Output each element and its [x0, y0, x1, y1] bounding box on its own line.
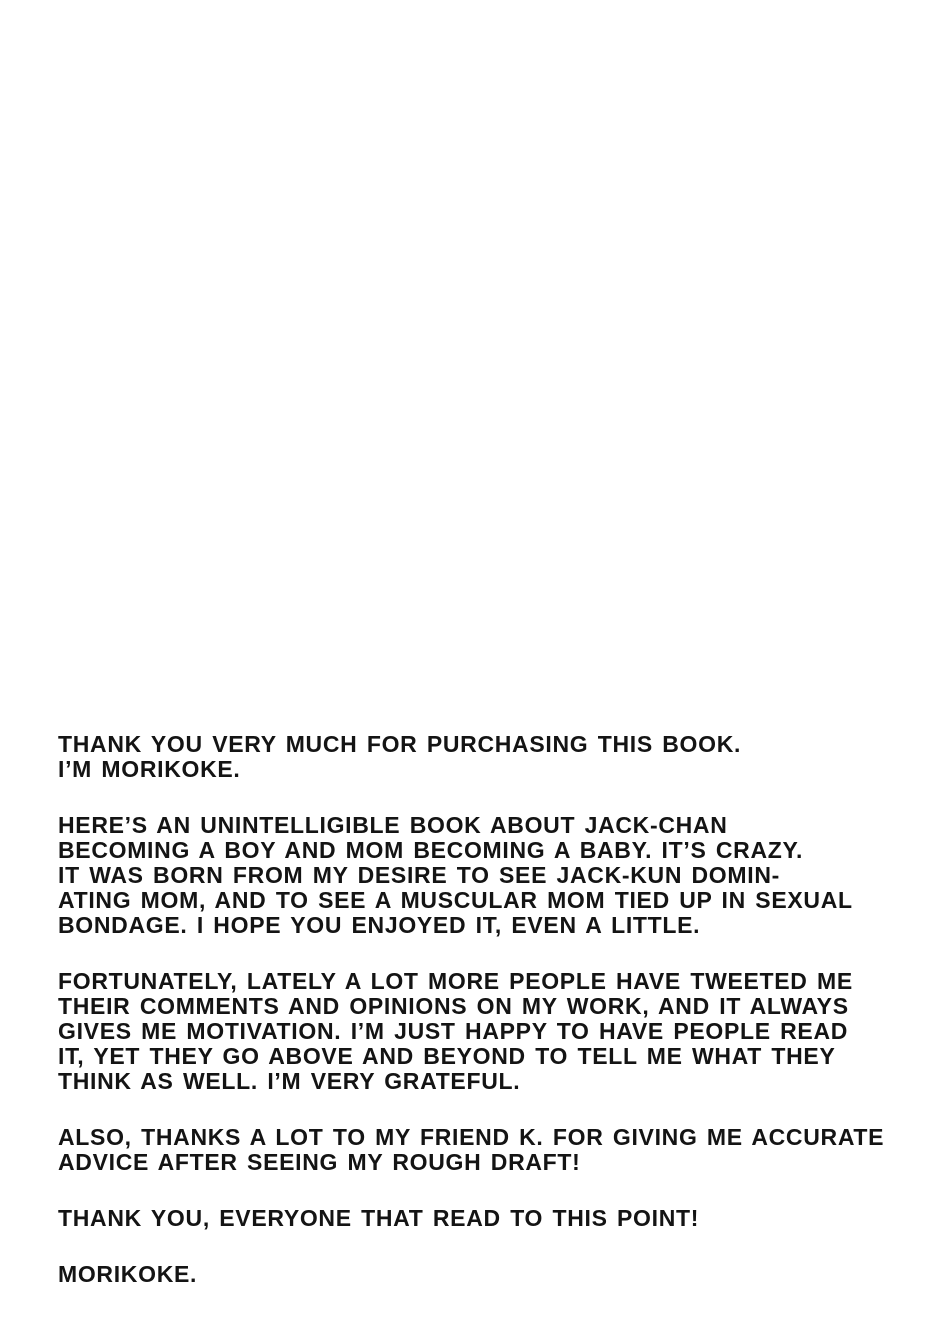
- text-line: THANK YOU VERY MUCH FOR PURCHASING THIS BOOK.: [58, 731, 742, 757]
- text-line: MORIKOKE.: [58, 1261, 198, 1287]
- text-line: THINK AS WELL. I’M VERY GRATEFUL.: [58, 1068, 521, 1094]
- text-line: ALSO, THANKS A LOT TO MY FRIEND K. FOR GIVING ME ACCURATE: [58, 1124, 885, 1150]
- text-line: I’M MORIKOKE.: [58, 756, 241, 782]
- text-line: BECOMING A BOY AND MOM BECOMING A BABY. IT’S CRAZY.: [58, 837, 804, 863]
- text-line: IT, YET THEY GO ABOVE AND BEYOND TO TELL ME WHAT THEY: [58, 1043, 836, 1069]
- afterword-paragraph: [58, 732, 914, 782]
- text-line: GIVES ME MOTIVATION. I’M JUST HAPPY TO HAVE PEOPLE READ: [58, 1018, 849, 1044]
- text-line: IT WAS BORN FROM MY DESIRE TO SEE JACK-KUN DOMIN-: [58, 862, 780, 888]
- text-line: HERE’S AN UNINTELLIGIBLE BOOK ABOUT JACK-CHAN: [58, 812, 728, 838]
- text-line: THANK YOU, EVERYONE THAT READ TO THIS POINT!: [58, 1205, 700, 1231]
- text-line: THEIR COMMENTS AND OPINIONS ON MY WORK, AND IT ALWAYS: [58, 993, 849, 1019]
- afterword-paragraph: [58, 813, 914, 938]
- afterword-paragraph: [58, 969, 914, 1094]
- afterword-paragraph: [58, 1206, 914, 1231]
- text-line: FORTUNATELY, LATELY A LOT MORE PEOPLE HAVE TWEETED ME: [58, 968, 853, 994]
- afterword-paragraph: [58, 1262, 914, 1287]
- afterword-paragraph: [58, 1125, 914, 1175]
- afterword-text-block: [58, 732, 914, 1287]
- text-line: ATING MOM, AND TO SEE A MUSCULAR MOM TIED UP IN SEXUAL: [58, 887, 853, 913]
- text-line: BONDAGE. I HOPE YOU ENJOYED IT, EVEN A LITTLE.: [58, 912, 701, 938]
- text-line: ADVICE AFTER SEEING MY ROUGH DRAFT!: [58, 1149, 581, 1175]
